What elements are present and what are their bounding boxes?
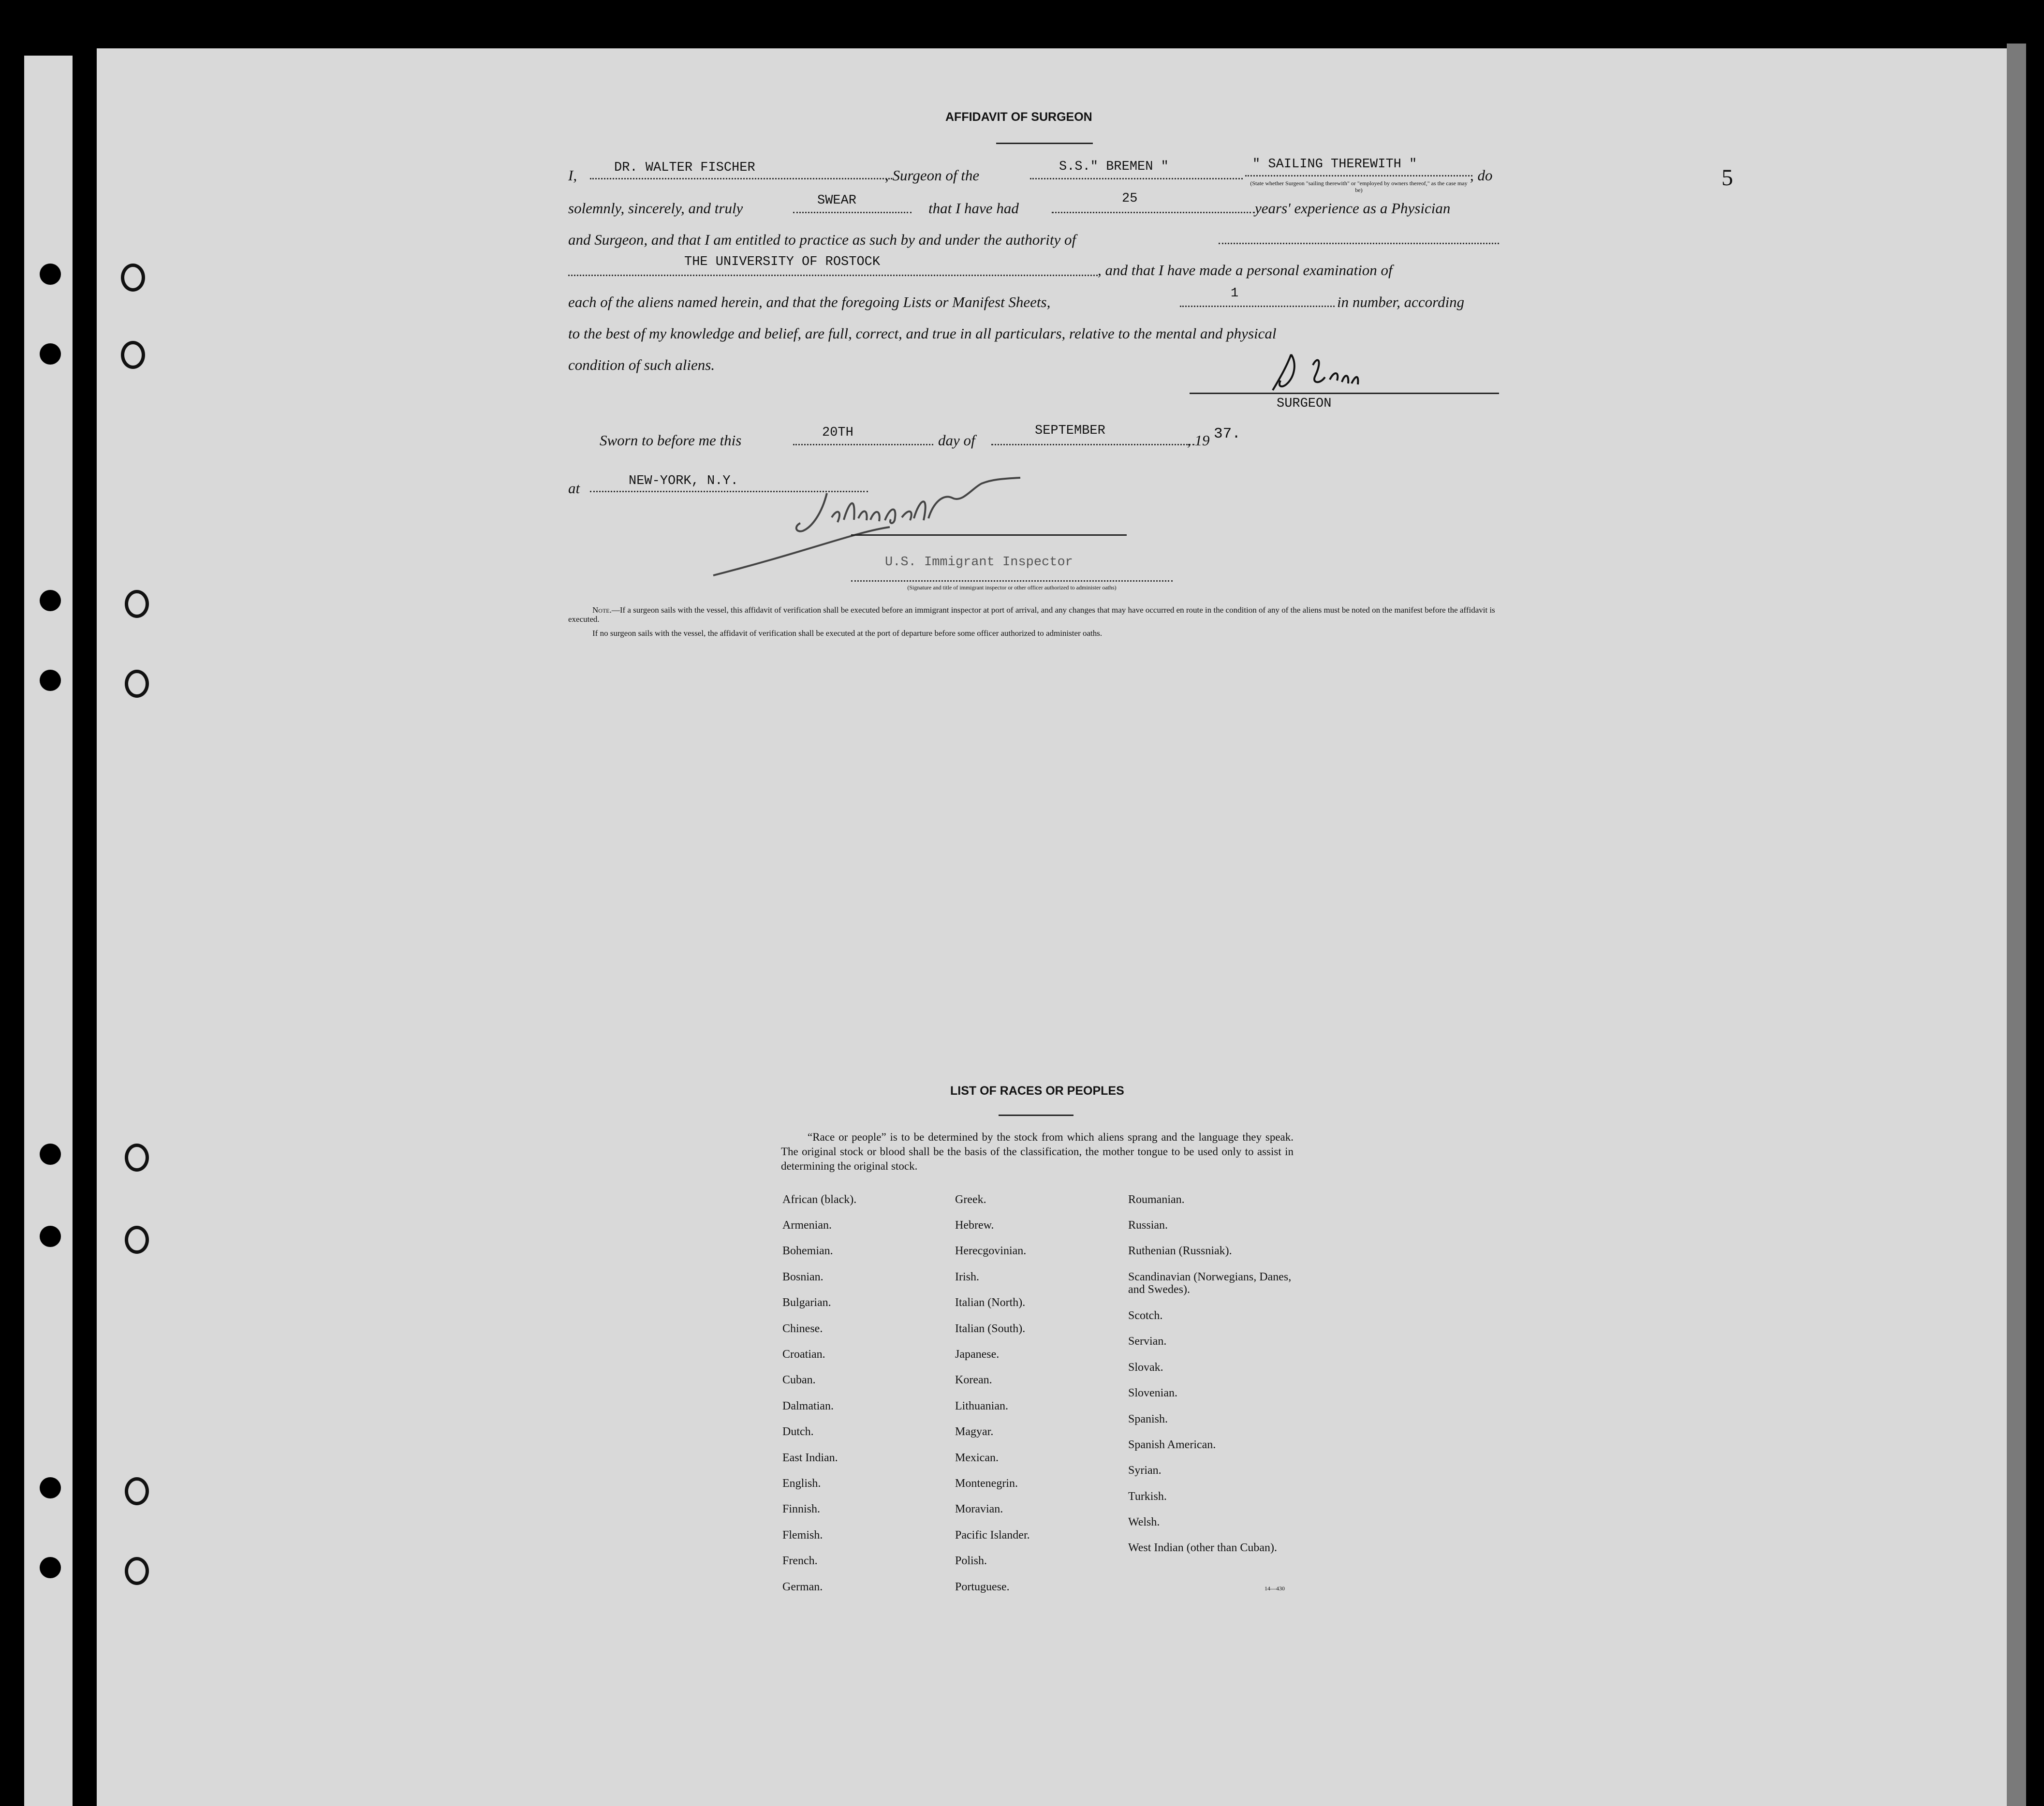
race-item: Bosnian. [782,1271,823,1283]
affidavit-text: that I have had [928,200,1019,217]
binding-strip [24,56,73,1806]
race-item: Bulgarian. [782,1296,831,1309]
races-title-rule [999,1115,1073,1116]
fill-line [590,178,892,179]
race-item: Dalmatian. [782,1400,834,1412]
sworn-year: 37. [1214,426,1241,442]
race-item: Chinese. [782,1322,823,1335]
surgeon-signature [1267,346,1431,399]
affidavit-text: each of the aliens named herein, and that the foregoing Lists or Manifest Sheets, [568,294,1051,310]
title-rule [996,143,1093,144]
affidavit-text: , Surgeon of the [885,167,980,184]
race-item: Turkish. [1128,1490,1167,1503]
ship-name: S.S." BREMEN " [1059,160,1169,174]
binder-hole [40,670,61,691]
binder-hole [40,343,61,365]
race-item: Magyar. [955,1425,994,1438]
fill-line [1030,178,1243,179]
affidavit-text: solemnly, sincerely, and truly [568,200,743,217]
note-label: Note. [592,605,612,615]
race-item: Dutch. [782,1425,814,1438]
race-item: Montenegrin. [955,1477,1018,1490]
note-text: —If a surgeon sails with the vessel, this affidavit of verification shall be executed before an immigrant inspector at port of arrival, and any changes that may have occurred en route in the condition of any of the aliens must be noted on the manifest before the affidavit is executed. [568,605,1495,624]
affidavit-text: years' experience as a Physician [1255,200,1451,217]
note-paragraph [568,605,1499,624]
binder-ring [125,1226,149,1254]
affidavit-text: condition of such aliens. [568,356,715,373]
sworn-month: SEPTEMBER [1035,424,1105,438]
binder-hole [40,1557,61,1578]
affidavit-title: AFFIDAVIT OF SURGEON [945,110,1092,124]
binder-hole [40,1226,61,1247]
race-item: Spanish American. [1128,1439,1216,1451]
sworn-place: NEW-YORK, N.Y. [629,474,738,488]
race-item: Moravian. [955,1503,1003,1515]
race-item: Italian (South). [955,1322,1026,1335]
race-item: Armenian. [782,1219,832,1232]
surgeon-label: SURGEON [1277,396,1332,411]
fill-line [1052,212,1255,213]
race-item: Korean. [955,1374,992,1386]
race-item: Slovak. [1128,1361,1163,1374]
race-item: Scandinavian (Norwegians, Danes, and Swedes). [1128,1271,1292,1296]
race-item: Lithuanian. [955,1400,1008,1412]
document-page [97,48,2007,1806]
manifest-sheets: 1 [1231,286,1239,301]
page-number: 5 [1721,165,1733,191]
race-item: Cuban. [782,1374,816,1386]
race-item: French. [782,1555,818,1567]
binder-hole [40,1477,61,1498]
race-item: Russian. [1128,1219,1168,1232]
binder-ring [125,590,149,618]
affidavit-text: and Surgeon, and that I am entitled to practice as such by and under the authority of [568,231,1076,248]
inspector-signature-line [851,534,1127,536]
sworn-text: Sworn to before me this [600,432,742,449]
form-number: 14—430 [1265,1585,1285,1592]
race-item: Slovenian. [1128,1387,1177,1399]
sworn-text: day of [938,432,975,449]
race-item: Roumanian. [1128,1193,1185,1206]
fill-line [991,444,1194,445]
races-title: LIST OF RACES OR PEOPLES [950,1084,1124,1098]
binder-ring [121,264,145,292]
race-item: Ruthenian (Russniak). [1128,1245,1232,1257]
fill-line [568,275,1098,276]
race-item: Greek. [955,1193,986,1206]
at-label: at [568,480,580,497]
sworn-text: , 19 [1187,432,1210,449]
race-item: Spanish. [1128,1413,1168,1425]
race-item: Herecgovinian. [955,1245,1027,1257]
inspector-caption: (Signature and title of immigrant inspector or other officer authorized to administer oaths) [907,584,1117,591]
races-intro: “Race or people” is to be determined by the stock from which aliens sprang and the language they speak. The original stock or blood shall be the basis of the classification, the mother tongue to be used only to assist in determining the original stock. [781,1131,1294,1172]
race-item: Scotch. [1128,1309,1163,1322]
race-item: Irish. [955,1271,979,1283]
binder-ring [125,1477,149,1505]
inspector-title: U.S. Immigrant Inspector [885,555,1073,570]
race-item: African (black). [782,1193,857,1206]
binder-hole [40,264,61,285]
licensing-authority: THE UNIVERSITY OF ROSTOCK [684,255,881,269]
affidavit-text: to the best of my knowledge and belief, are full, correct, and true in all particulars, relative to the mental and physical [568,325,1277,342]
binder-ring [125,1144,149,1172]
signature-line [1190,393,1499,394]
binder-ring [125,670,149,698]
race-item: Welsh. [1128,1516,1160,1528]
race-item: English. [782,1477,821,1490]
note-paragraph-2: If no surgeon sails with the vessel, the affidavit of verification shall be executed at the port of departure before some officer authorized to administer oaths. [592,629,1103,638]
fill-line [1245,175,1472,176]
binder-ring [125,1557,149,1585]
binder-hole [40,590,61,611]
affidavit-text: in number, according [1337,294,1465,310]
race-item: German. [782,1581,823,1593]
race-item: Syrian. [1128,1464,1162,1477]
binder-hole [40,1144,61,1165]
race-item: Finnish. [782,1503,821,1515]
affidavit-text: , do [1470,167,1493,184]
affidavit-text: , and that I have made a personal examination of [1098,262,1393,279]
race-item: West Indian (other than Cuban). [1128,1542,1277,1554]
race-item: Servian. [1128,1335,1167,1348]
affidavit-text: I, [568,167,577,184]
page-edge-shadow [2007,44,2026,1806]
race-item: Flemish. [782,1529,823,1542]
fill-line [1180,306,1335,307]
race-item: Japanese. [955,1348,1000,1361]
fill-line [1219,243,1499,244]
race-item: Pacific Islander. [955,1529,1030,1542]
race-item: Italian (North). [955,1296,1026,1309]
race-item: Bohemian. [782,1245,833,1257]
fill-line [793,212,912,213]
race-item: Croatian. [782,1348,825,1361]
binder-ring [121,341,145,369]
oath-word: SWEAR [817,193,857,208]
surgeon-name: DR. WALTER FISCHER [614,161,755,175]
sworn-day: 20TH [822,426,853,440]
years-experience: 25 [1122,191,1138,206]
race-item: Polish. [955,1555,987,1567]
race-item: Mexican. [955,1452,999,1464]
race-item: Portuguese. [955,1581,1010,1593]
fill-line [793,444,933,445]
race-item: Hebrew. [955,1219,994,1232]
race-item: East Indian. [782,1452,838,1464]
status-caption: (State whether Surgeon "sailing therewith" or "employed by owners thereof," as the case may be) [1250,180,1468,193]
fill-line [851,580,1173,582]
surgeon-status: " SAILING THEREWITH " [1252,157,1417,172]
